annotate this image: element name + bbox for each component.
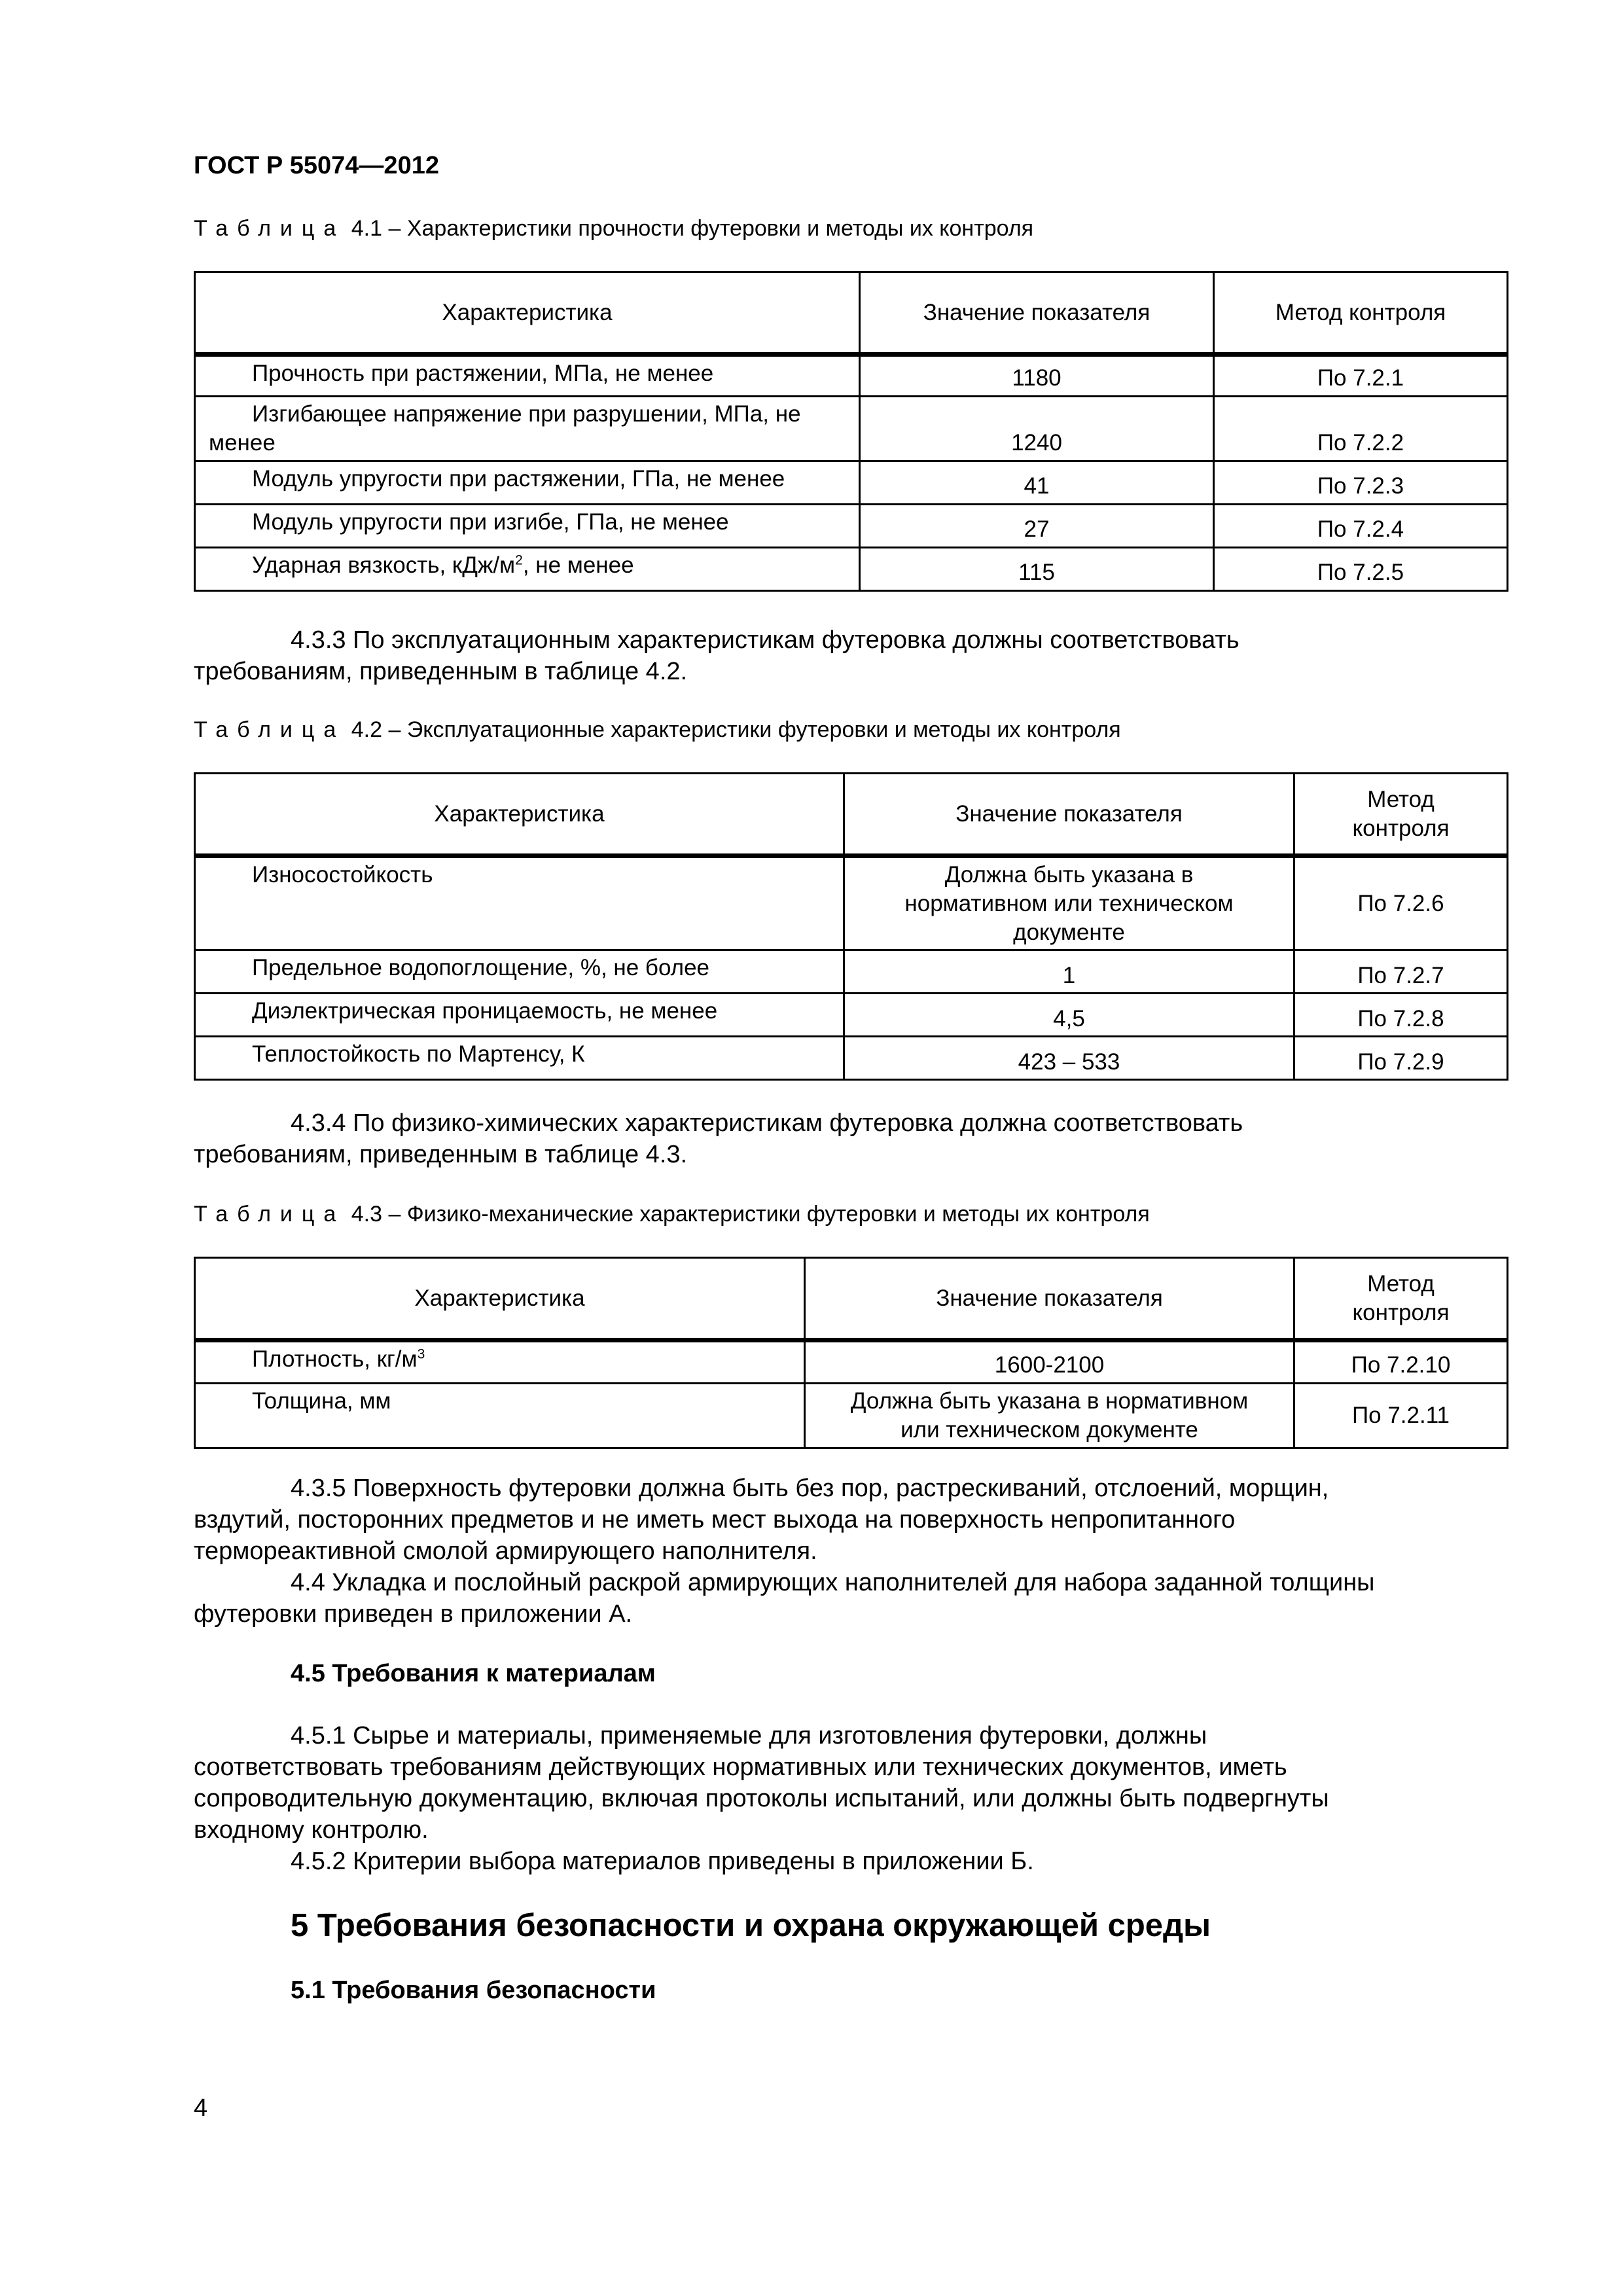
table-cell: 27 xyxy=(860,504,1214,547)
table-row xyxy=(195,504,1508,547)
table-cell: Прочность при растяжении, МПа, не менее xyxy=(195,355,860,397)
column-header: Характеристика xyxy=(195,272,860,355)
paragraph-4-4: 4.4 Укладка и послойный раскрой армирующих наполнителей для набора заданной толщины футеровки приведен в приложении А. xyxy=(194,1569,1375,1628)
table-row xyxy=(195,397,1508,461)
column-header: Метод контроля xyxy=(1294,1258,1508,1340)
table-label: Таблица xyxy=(194,717,346,742)
table-4-3-caption xyxy=(194,1202,1150,1227)
column-header: Значение показателя xyxy=(844,774,1294,856)
table-cell: 1600-2100 xyxy=(805,1340,1294,1384)
section-5-heading: 5 Требования безопасности и охрана окружающей среды xyxy=(291,1908,1211,1943)
column-header: Значение показателя xyxy=(805,1258,1294,1340)
table-title: 4.1 – Характеристики прочности футеровки и методы их контроля xyxy=(351,216,1034,241)
subheading-5-1: 5.1 Требования безопасности xyxy=(291,1977,656,2004)
column-header: Метод контроля xyxy=(1214,272,1508,355)
table-cell: По 7.2.6 xyxy=(1294,856,1508,950)
table-row xyxy=(195,994,1508,1037)
table-cell: Толщина, мм xyxy=(195,1384,805,1448)
table-cell: Модуль упругости при изгибе, ГПа, не менее xyxy=(195,504,860,547)
table-4-1 xyxy=(194,271,1508,592)
table-title: 4.3 – Физико-механические характеристики футеровки и методы их контроля xyxy=(351,1202,1150,1227)
table-cell: 1 xyxy=(844,950,1294,994)
table-cell: По 7.2.3 xyxy=(1214,461,1508,504)
table-cell: 423 – 533 xyxy=(844,1037,1294,1080)
page-number: 4 xyxy=(194,2094,208,2122)
table-cell: По 7.2.11 xyxy=(1294,1384,1508,1448)
table-cell: 1180 xyxy=(860,355,1214,397)
column-header: Характеристика xyxy=(195,774,844,856)
table-cell: По 7.2.9 xyxy=(1294,1037,1508,1080)
table-cell: Должна быть указана в нормативном или техническом документе xyxy=(844,856,1294,950)
table-row xyxy=(195,547,1508,590)
paragraph-4-5-2: 4.5.2 Критерии выбора материалов приведены в приложении Б. xyxy=(291,1848,1034,1875)
table-cell: Износостойкость xyxy=(195,856,844,950)
table-cell: По 7.2.1 xyxy=(1214,355,1508,397)
table-header-row xyxy=(195,774,1508,856)
paragraph-4-3-3: 4.3.3 По эксплуатационным характеристикам футеровка должны соответствовать требованиям, приведенным в таблице 4.2. xyxy=(194,626,1240,685)
table-row xyxy=(195,950,1508,994)
table-4-2-caption xyxy=(194,717,1121,743)
table-cell: Предельное водопоглощение, %, не более xyxy=(195,950,844,994)
table-row xyxy=(195,1340,1508,1384)
table-title: 4.2 – Эксплуатационные характеристики футеровки и методы их контроля xyxy=(351,717,1121,742)
table-cell: По 7.2.8 xyxy=(1294,994,1508,1037)
table-cell: По 7.2.2 xyxy=(1214,397,1508,461)
table-row xyxy=(195,856,1508,950)
table-cell: Теплостойкость по Мартенсу, К xyxy=(195,1037,844,1080)
table-cell: Модуль упругости при растяжении, ГПа, не менее xyxy=(195,461,860,504)
table-cell: 115 xyxy=(860,547,1214,590)
table-cell: Диэлектрическая проницаемость, не менее xyxy=(195,994,844,1037)
table-cell: 4,5 xyxy=(844,994,1294,1037)
table-cell: По 7.2.10 xyxy=(1294,1340,1508,1384)
table-cell: Изгибающее напряжение при разрушении, МПа, не менее xyxy=(195,397,860,461)
table-cell: Плотность, $кг/м^3$ xyxy=(195,1340,805,1384)
table-label: Таблица xyxy=(194,216,346,241)
subheading-4-5: 4.5 Требования к материалам xyxy=(291,1660,656,1687)
table-cell: По 7.2.7 xyxy=(1294,950,1508,994)
table-cell: По 7.2.4 xyxy=(1214,504,1508,547)
table-row xyxy=(195,1384,1508,1448)
paragraph-4-3-5: 4.3.5 Поверхность футеровки должна быть без пор, растрескиваний, отслоений, морщин, вздутий, посторонних предметов и не иметь мест выхода на поверхность непропитанного термореактивной смолой армирующего наполнителя. xyxy=(194,1475,1329,1565)
table-label: Таблица xyxy=(194,1202,346,1227)
table-cell: Ударная вязкость, кДж/$м^2$, не менее xyxy=(195,547,860,590)
paragraph-4-3-4: 4.3.4 По физико-химических характеристикам футеровка должна соответствовать требованиям, приведенным в таблице 4.3. xyxy=(194,1109,1243,1168)
table-cell: По 7.2.5 xyxy=(1214,547,1508,590)
table-4-2 xyxy=(194,772,1508,1081)
paragraph-4-5-1: 4.5.1 Сырье и материалы, применяемые для изготовления футеровки, должны соответствовать требованиям действующих нормативных или технических документов, иметь сопроводительную документацию, включая протоколы испытаний, или должны быть подвергнуты входному контролю. xyxy=(194,1722,1329,1844)
column-header: Метод контроля xyxy=(1294,774,1508,856)
column-header: Характеристика xyxy=(195,1258,805,1340)
table-header-row xyxy=(195,1258,1508,1340)
table-cell: Должна быть указана в нормативном или техническом документе xyxy=(805,1384,1294,1448)
document-header: ГОСТ Р 55074—2012 xyxy=(194,152,439,179)
table-cell: 41 xyxy=(860,461,1214,504)
table-4-1-caption xyxy=(194,216,1033,242)
table-4-3 xyxy=(194,1257,1508,1449)
table-row xyxy=(195,461,1508,504)
column-header: Значение показателя xyxy=(860,272,1214,355)
table-row xyxy=(195,355,1508,397)
table-row xyxy=(195,1037,1508,1080)
table-cell: 1240 xyxy=(860,397,1214,461)
table-header-row xyxy=(195,272,1508,355)
